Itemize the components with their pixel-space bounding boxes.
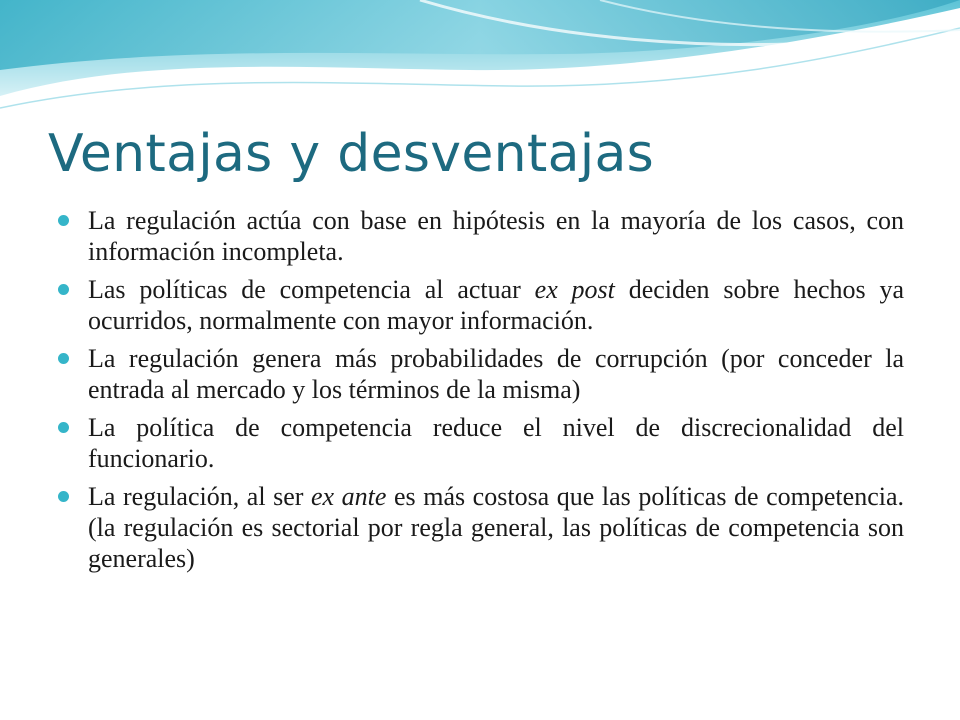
bullet-emphasis: ex ante [311,482,387,511]
bullet-emphasis: ex post [534,275,615,304]
bullet-text: La regulación, al ser [88,482,312,511]
bullet-item [58,412,904,474]
bullet-text: La regulación genera más probabilidades de corrupción (por conceder la entrada al mercado y los términos de la misma) [88,344,904,404]
bullet-dot-icon [58,353,69,364]
header-wave-decoration [0,0,960,130]
bullet-text: Las políticas de competencia al actuar [88,275,535,304]
bullet-dot-icon [58,422,69,433]
bullet-text: La regulación actúa con base en hipótesis en la mayoría de los casos, con información incompleta. [88,206,904,266]
bullet-item [58,343,904,405]
bullet-dot-icon [58,491,69,502]
bullet-text: La política de competencia reduce el nivel de discrecionalidad del funcionario. [88,413,904,473]
bullet-item [58,205,904,267]
bullet-text-after: deciden sobre hechos ya ocurridos, normalmente con mayor información. [88,275,905,335]
bullet-dot-icon [58,284,69,295]
bullet-list [58,205,904,581]
bullet-item [58,481,904,574]
bullet-dot-icon [58,215,69,226]
bullet-item [58,274,904,336]
slide-title: Ventajas y desventajas [48,124,655,184]
bullet-text-after: es más costosa que las políticas de competencia. (la regulación es sectorial por regla general, las políticas de competencia son generales) [88,482,905,573]
